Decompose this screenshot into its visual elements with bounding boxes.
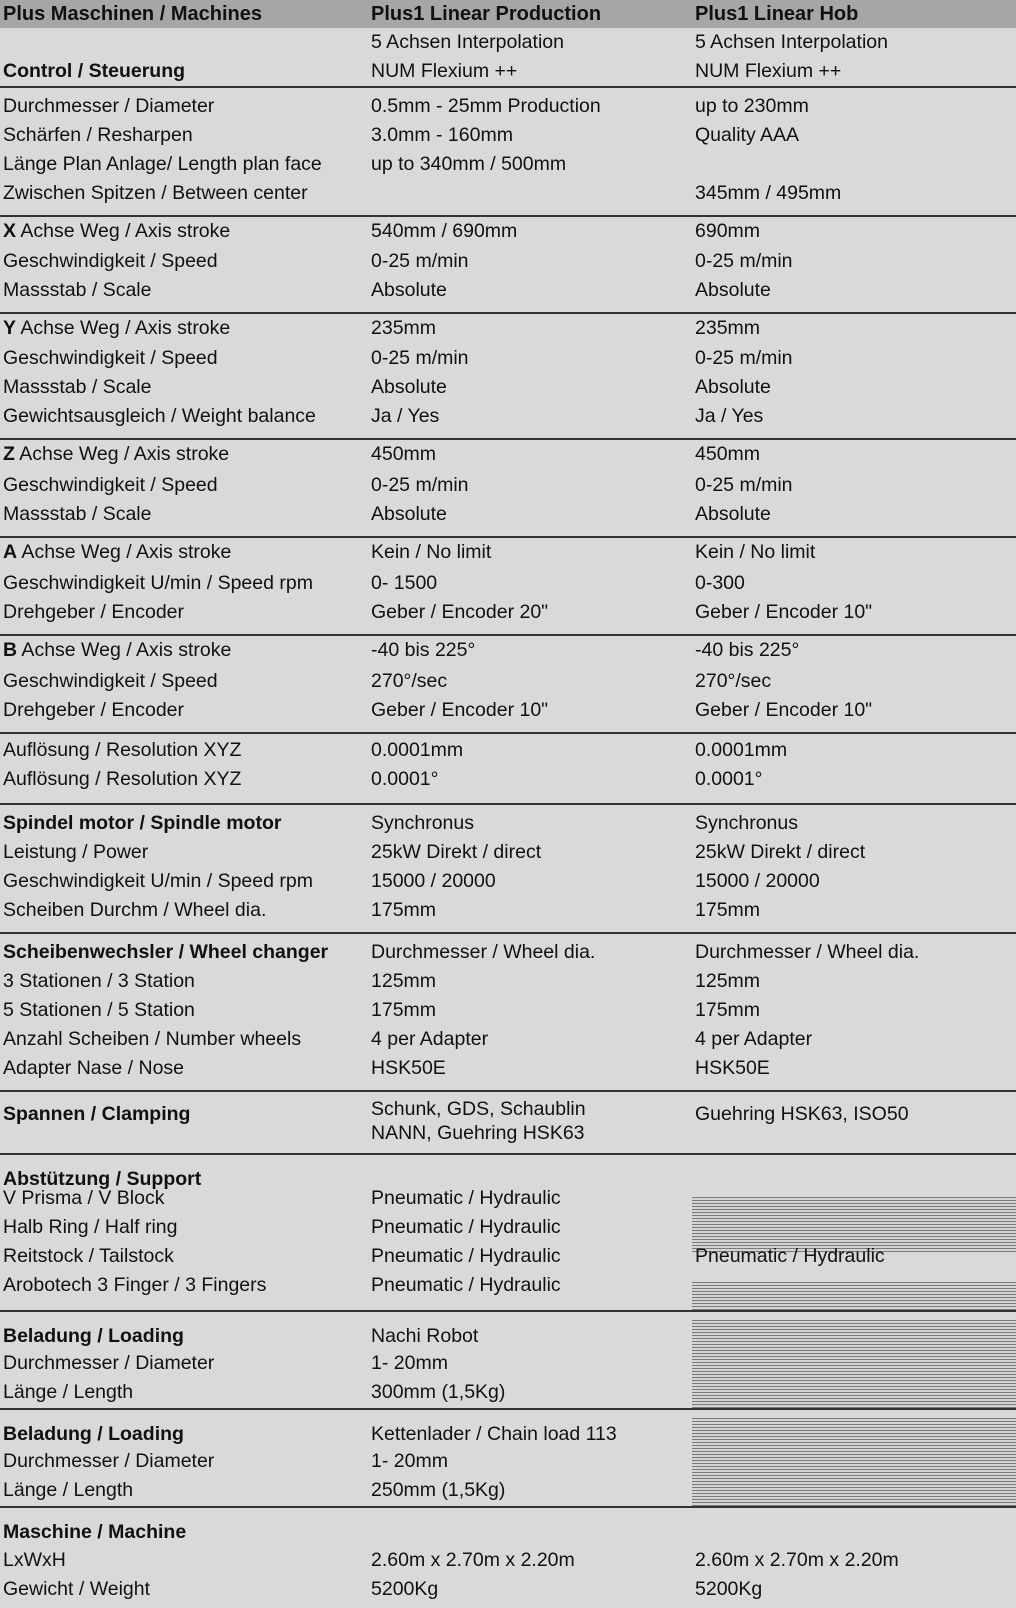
cell-hob: 450mm bbox=[695, 443, 761, 465]
cell-production: 175mm bbox=[371, 999, 437, 1021]
cell-hob: 0.0001mm bbox=[695, 739, 788, 761]
cell-hob: 175mm bbox=[695, 899, 761, 921]
cell-label: Gewichtsausgleich / Weight balance bbox=[3, 405, 316, 427]
cell-production: Kein / No limit bbox=[371, 541, 492, 563]
cell-production: 540mm / 690mm bbox=[371, 220, 518, 242]
section-loading-chain bbox=[0, 1410, 1016, 1508]
cell-label: Geschwindigkeit U/min / Speed rpm bbox=[3, 572, 313, 594]
table-row bbox=[0, 1447, 1016, 1476]
cell-production: Pneumatic / Hydraulic bbox=[371, 1245, 561, 1267]
section-title: Maschine / Machine bbox=[3, 1521, 187, 1543]
cell-label: Massstab / Scale bbox=[3, 279, 152, 301]
section-spindle bbox=[0, 805, 1016, 934]
cell-hob: Geber / Encoder 10" bbox=[695, 601, 873, 623]
cell-label: Geschwindigkeit / Speed bbox=[3, 670, 218, 692]
section-title: Control / Steuerung bbox=[3, 60, 186, 82]
cell-hob: Kein / No limit bbox=[695, 541, 816, 563]
table-row bbox=[0, 1508, 1016, 1546]
cell-production: 0.5mm - 25mm Production bbox=[371, 95, 601, 117]
cell-label: Durchmesser / Diameter bbox=[3, 95, 215, 117]
cell-production: Pneumatic / Hydraulic bbox=[371, 1216, 561, 1238]
table-row bbox=[0, 500, 1016, 529]
cell-production: Schunk, GDS, Schaublin bbox=[371, 1098, 586, 1120]
header-production: Plus1 Linear Production bbox=[371, 3, 602, 25]
cell-production: 450mm bbox=[371, 443, 437, 465]
cell-hob: 690mm bbox=[695, 220, 761, 242]
cell-label: Z Achse Weg / Axis stroke bbox=[3, 443, 230, 465]
table-row bbox=[0, 696, 1016, 725]
cell-label: Massstab / Scale bbox=[3, 503, 152, 525]
cell-production: 0.0001mm bbox=[371, 739, 464, 761]
table-row bbox=[0, 373, 1016, 402]
cell-production: 0.0001° bbox=[371, 768, 439, 790]
cell-production: NUM Flexium ++ bbox=[371, 60, 518, 82]
table-row bbox=[0, 217, 1016, 247]
cell-hob: Quality AAA bbox=[695, 124, 800, 146]
section-b-axis bbox=[0, 636, 1016, 734]
section-a-axis bbox=[0, 538, 1016, 636]
table-row bbox=[0, 1025, 1016, 1054]
cell-hob: Absolute bbox=[695, 376, 771, 398]
table-row bbox=[0, 636, 1016, 667]
section-machine bbox=[0, 1508, 1016, 1608]
cell-label: Leistung / Power bbox=[3, 841, 149, 863]
table-row bbox=[0, 996, 1016, 1025]
cell-production: 0-25 m/min bbox=[371, 347, 469, 369]
cell-hob: Guehring HSK63, ISO50 bbox=[695, 1103, 909, 1125]
section-loading-robot bbox=[0, 1312, 1016, 1410]
cell-production: 0- 1500 bbox=[371, 572, 438, 594]
cell-label: Geschwindigkeit U/min / Speed rpm bbox=[3, 870, 313, 892]
table-row bbox=[0, 765, 1016, 794]
cell-hob: 4 per Adapter bbox=[695, 1028, 813, 1050]
section-title: Beladung / Loading bbox=[3, 1325, 184, 1347]
cell-label: Geschwindigkeit / Speed bbox=[3, 347, 218, 369]
table-row bbox=[0, 538, 1016, 569]
table-row bbox=[0, 276, 1016, 305]
cell-label: Länge / Length bbox=[3, 1381, 134, 1403]
cell-hob: 5200Kg bbox=[695, 1578, 763, 1600]
cell-production: Absolute bbox=[371, 376, 447, 398]
table-row bbox=[0, 247, 1016, 276]
cell-label: Drehgeber / Encoder bbox=[3, 699, 185, 721]
header-hob: Plus1 Linear Hob bbox=[695, 3, 859, 25]
cell-hob: Absolute bbox=[695, 503, 771, 525]
cell-production: 15000 / 20000 bbox=[371, 870, 496, 892]
table-row bbox=[0, 598, 1016, 627]
table-row bbox=[0, 1184, 1016, 1213]
table-row bbox=[0, 867, 1016, 896]
table-row bbox=[0, 1349, 1016, 1378]
section-x-axis bbox=[0, 217, 1016, 314]
cell-label: 3 Stationen / 3 Station bbox=[3, 970, 195, 992]
cell-hob: 0-25 m/min bbox=[695, 250, 793, 272]
cell-hob: 125mm bbox=[695, 970, 761, 992]
cell-label: Gewicht / Weight bbox=[3, 1578, 151, 1600]
cell-production: 250mm (1,5Kg) bbox=[371, 1479, 506, 1501]
table-row bbox=[0, 1054, 1016, 1083]
cell-label: Zwischen Spitzen / Between center bbox=[3, 182, 308, 204]
cell-label: Y Achse Weg / Axis stroke bbox=[3, 317, 231, 339]
section-y-axis bbox=[0, 314, 1016, 440]
cell-hob: 175mm bbox=[695, 999, 761, 1021]
table-row bbox=[0, 1092, 1016, 1153]
cell-label: Reitstock / Tailstock bbox=[3, 1245, 174, 1267]
cell-label: A Achse Weg / Axis stroke bbox=[3, 541, 232, 563]
cell-label: X Achse Weg / Axis stroke bbox=[3, 220, 231, 242]
table-row bbox=[0, 809, 1016, 838]
cell-production: Pneumatic / Hydraulic bbox=[371, 1274, 561, 1296]
table-row bbox=[0, 1378, 1016, 1407]
cell-production: Absolute bbox=[371, 279, 447, 301]
cell-production: 0-25 m/min bbox=[371, 474, 469, 496]
cell-production: 0-25 m/min bbox=[371, 250, 469, 272]
cell-production: Geber / Encoder 20" bbox=[371, 601, 549, 623]
table-row bbox=[0, 440, 1016, 471]
cell-production: 300mm (1,5Kg) bbox=[371, 1381, 506, 1403]
cell-hob: Durchmesser / Wheel dia. bbox=[695, 941, 920, 963]
cell-production: 3.0mm - 160mm bbox=[371, 124, 513, 146]
table-row bbox=[0, 1312, 1016, 1349]
cell-production: up to 340mm / 500mm bbox=[371, 153, 567, 175]
cell-hob: up to 230mm bbox=[695, 95, 809, 117]
cell-label: Schärfen / Resharpen bbox=[3, 124, 193, 146]
table-row bbox=[0, 838, 1016, 867]
cell-hob: 0-25 m/min bbox=[695, 474, 793, 496]
table-row bbox=[0, 1575, 1016, 1604]
cell-hob: NUM Flexium ++ bbox=[695, 60, 842, 82]
cell-production: HSK50E bbox=[371, 1057, 446, 1079]
section-wheel-changer bbox=[0, 934, 1016, 1092]
table-row bbox=[0, 736, 1016, 765]
table-row bbox=[0, 471, 1016, 500]
table-row bbox=[0, 1546, 1016, 1575]
cell-label: Länge / Length bbox=[3, 1479, 134, 1501]
table-row bbox=[0, 1410, 1016, 1447]
cell-label: Scheiben Durchm / Wheel dia. bbox=[3, 899, 267, 921]
section-clamping bbox=[0, 1092, 1016, 1155]
cell-production: 270°/sec bbox=[371, 670, 448, 692]
cell-label: Durchmesser / Diameter bbox=[3, 1352, 215, 1374]
table-row bbox=[0, 667, 1016, 696]
table-row bbox=[0, 92, 1016, 121]
cell-hob: 0-300 bbox=[695, 572, 745, 594]
cell-production: NANN, Guehring HSK63 bbox=[371, 1122, 585, 1144]
table-row bbox=[0, 1476, 1016, 1505]
header-machines: Plus Maschinen / Machines bbox=[3, 3, 262, 25]
table-row bbox=[0, 896, 1016, 925]
cell-hob: 270°/sec bbox=[695, 670, 772, 692]
cell-label: Durchmesser / Diameter bbox=[3, 1450, 215, 1472]
cell-label: Länge Plan Anlage/ Length plan face bbox=[3, 153, 322, 175]
section-resolution bbox=[0, 734, 1016, 805]
table-header bbox=[0, 0, 1016, 28]
cell-hob: 345mm / 495mm bbox=[695, 182, 842, 204]
cell-hob: Synchronus bbox=[695, 812, 798, 834]
cell-production: 1- 20mm bbox=[371, 1352, 448, 1374]
cell-production: -40 bis 225° bbox=[371, 639, 476, 661]
cell-hob: 25kW Direkt / direct bbox=[695, 841, 866, 863]
cell-production: Durchmesser / Wheel dia. bbox=[371, 941, 596, 963]
cell-production: 4 per Adapter bbox=[371, 1028, 489, 1050]
cell-production: Synchronus bbox=[371, 812, 474, 834]
cell-production: 125mm bbox=[371, 970, 437, 992]
table-row bbox=[0, 1271, 1016, 1300]
cell-hob: Ja / Yes bbox=[695, 405, 764, 427]
cell-production: 175mm bbox=[371, 899, 437, 921]
cell-production: 25kW Direkt / direct bbox=[371, 841, 542, 863]
section-control bbox=[0, 28, 1016, 88]
cell-hob: 5 Achsen Interpolation bbox=[695, 31, 888, 53]
section-dimensions bbox=[0, 88, 1016, 217]
cell-hob: 235mm bbox=[695, 317, 761, 339]
section-title: Spindel motor / Spindle motor bbox=[3, 812, 282, 834]
cell-label: Auflösung / Resolution XYZ bbox=[3, 768, 242, 790]
cell-label: Auflösung / Resolution XYZ bbox=[3, 739, 242, 761]
cell-label: Anzahl Scheiben / Number wheels bbox=[3, 1028, 302, 1050]
cell-label: V Prisma / V Block bbox=[3, 1187, 165, 1209]
table-row bbox=[0, 967, 1016, 996]
section-title: Scheibenwechsler / Wheel changer bbox=[3, 941, 329, 963]
cell-production: 5 Achsen Interpolation bbox=[371, 31, 564, 53]
cell-production: Ja / Yes bbox=[371, 405, 440, 427]
table-row bbox=[0, 28, 1016, 57]
cell-label: Halb Ring / Half ring bbox=[3, 1216, 178, 1238]
cell-hob: Pneumatic / Hydraulic bbox=[695, 1245, 885, 1267]
cell-hob: Geber / Encoder 10" bbox=[695, 699, 873, 721]
cell-production: Geber / Encoder 10" bbox=[371, 699, 549, 721]
cell-hob: Absolute bbox=[695, 279, 771, 301]
table-row bbox=[0, 150, 1016, 179]
cell-production: 5200Kg bbox=[371, 1578, 439, 1600]
table-row bbox=[0, 57, 1016, 86]
cell-production: Absolute bbox=[371, 503, 447, 525]
section-title: Abstützung / Support bbox=[3, 1168, 202, 1190]
cell-hob: 2.60m x 2.70m x 2.20m bbox=[695, 1549, 899, 1571]
section-z-axis bbox=[0, 440, 1016, 538]
cell-hob: 0.0001° bbox=[695, 768, 763, 790]
cell-label: 5 Stationen / 5 Station bbox=[3, 999, 195, 1021]
cell-label: Geschwindigkeit / Speed bbox=[3, 250, 218, 272]
cell-hob: 0-25 m/min bbox=[695, 347, 793, 369]
cell-label: Geschwindigkeit / Speed bbox=[3, 474, 218, 496]
table-row bbox=[0, 121, 1016, 150]
section-title: Spannen / Clamping bbox=[3, 1103, 191, 1125]
cell-production: 2.60m x 2.70m x 2.20m bbox=[371, 1549, 575, 1571]
cell-production: Nachi Robot bbox=[371, 1325, 479, 1347]
cell-label: Massstab / Scale bbox=[3, 376, 152, 398]
cell-label: Drehgeber / Encoder bbox=[3, 601, 185, 623]
table-row bbox=[0, 344, 1016, 373]
table-row bbox=[0, 1213, 1016, 1242]
section-support bbox=[0, 1155, 1016, 1312]
cell-production: Pneumatic / Hydraulic bbox=[371, 1187, 561, 1209]
cell-production: 1- 20mm bbox=[371, 1450, 448, 1472]
table-row bbox=[0, 179, 1016, 208]
cell-hob: HSK50E bbox=[695, 1057, 770, 1079]
table-row bbox=[0, 569, 1016, 598]
section-title: Beladung / Loading bbox=[3, 1423, 184, 1445]
cell-production: 235mm bbox=[371, 317, 437, 339]
cell-label: Adapter Nase / Nose bbox=[3, 1057, 185, 1079]
cell-label: Arobotech 3 Finger / 3 Fingers bbox=[3, 1274, 267, 1296]
cell-production: Kettenlader / Chain load 113 bbox=[371, 1423, 617, 1445]
table-row bbox=[0, 402, 1016, 431]
cell-label: LxWxH bbox=[3, 1549, 66, 1571]
table-row bbox=[0, 314, 1016, 344]
cell-hob: -40 bis 225° bbox=[695, 639, 800, 661]
table-row bbox=[0, 1242, 1016, 1271]
cell-hob: 15000 / 20000 bbox=[695, 870, 820, 892]
cell-label: B Achse Weg / Axis stroke bbox=[3, 639, 232, 661]
table-row bbox=[0, 938, 1016, 967]
